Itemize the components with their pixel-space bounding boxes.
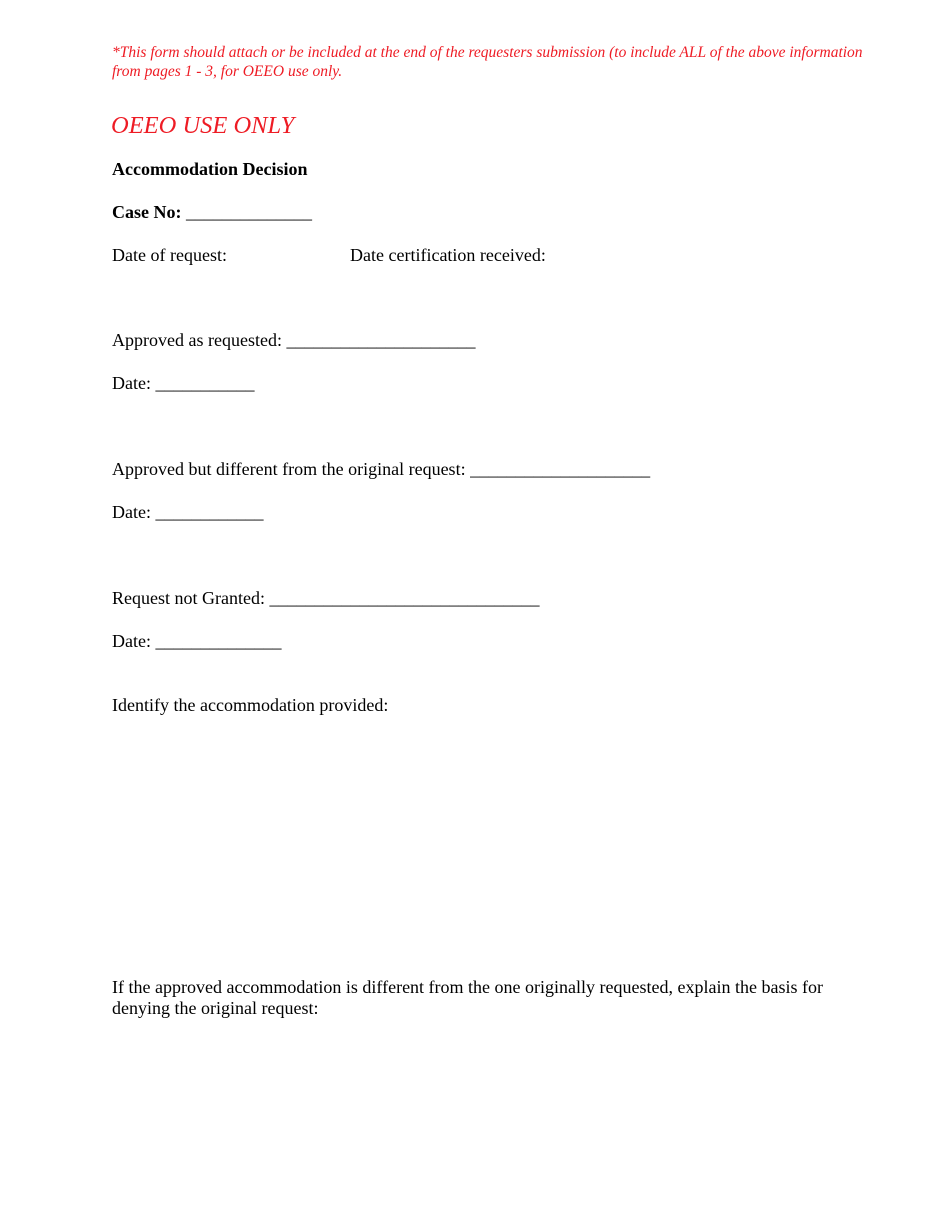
- date-field-1[interactable]: ___________: [155, 373, 255, 393]
- date-field-3[interactable]: ______________: [155, 631, 282, 651]
- explain-basis-label: If the approved accommodation is different from the one originally requested, explain the basis for denying the original request:: [112, 977, 823, 1018]
- not-granted-label: Request not Granted:: [112, 588, 265, 608]
- case-no-label: Case No:: [112, 202, 182, 222]
- date-row-2: [112, 502, 263, 523]
- date-field-2[interactable]: ____________: [155, 502, 264, 522]
- date-row-1: [112, 373, 254, 394]
- case-no-row: [112, 202, 312, 223]
- not-granted-row: [112, 588, 539, 609]
- oeeo-use-only-heading: OEEO USE ONLY: [111, 112, 295, 139]
- case-no-field[interactable]: ______________: [186, 202, 312, 222]
- section-title: Accommodation Decision: [112, 159, 308, 179]
- date-label-2: Date:: [112, 502, 151, 522]
- date-row-3: [112, 631, 281, 652]
- approved-different-field[interactable]: ____________________: [470, 459, 651, 479]
- instruction-note: *This form should attach or be included at the end of the requesters submission (to include ALL of the above information from pages 1 - 3, for OEEO use only.: [112, 44, 863, 80]
- not-granted-field[interactable]: ______________________________: [269, 588, 540, 608]
- identify-accommodation-label: Identify the accommodation provided:: [112, 695, 389, 715]
- date-label-1: Date:: [112, 373, 151, 393]
- approved-as-requested-label: Approved as requested:: [112, 330, 282, 350]
- date-certification-label: Date certification received:: [350, 245, 546, 265]
- approved-different-label: Approved but different from the original request:: [112, 459, 466, 479]
- date-of-request-label: Date of request:: [112, 245, 227, 265]
- approved-different-row: [112, 459, 650, 480]
- approved-as-requested-field[interactable]: _____________________: [286, 330, 476, 350]
- approved-as-requested-row: [112, 330, 475, 351]
- date-label-3: Date:: [112, 631, 151, 651]
